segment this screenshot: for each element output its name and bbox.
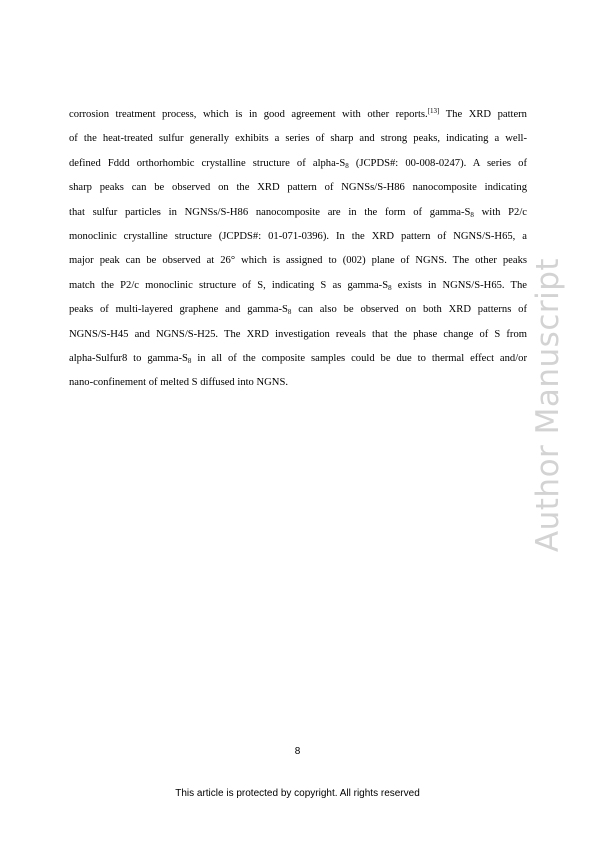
subscript: 8 xyxy=(187,356,192,365)
text-line-8: match the P2/c monoclinic structure of S, indicating S as gamma-$S_8$ exists in NGNS/S-H65. The xyxy=(69,279,528,292)
text-line-7: major peak can be observed at 26° which is assigned to (002) plane of NGNS. The other peaks xyxy=(69,255,527,267)
text-line-1: corrosion treatment process, which is in good agreement with other reports.[13] The XRD pattern xyxy=(69,107,527,120)
body-paragraph xyxy=(69,103,527,396)
text-line-9: peaks of multi-layered graphene and gamma-$S_8$ can also be observed on both XRD patterns of xyxy=(69,304,527,317)
text-line-4: sharp peaks can be observed on the XRD pattern of NGNSs/S-H86 nanocomposite indicating xyxy=(69,182,527,194)
copyright-footer: This article is protected by copyright. All rights reserved xyxy=(175,788,420,799)
text-line-5: that sulfur particles in NGNSs/S-H86 nanocomposite are in the form of gamma-$S_8$ with P2/c xyxy=(69,206,527,219)
subscript: 8 xyxy=(388,283,392,292)
page-number: 8 xyxy=(294,746,301,757)
citation-superscript: [13] xyxy=(427,107,440,115)
text-line-6: monoclinic crystalline structure (JCPDS#: 01-071-0396). In the XRD pattern of NGNS/S-H65, a xyxy=(69,230,527,242)
author-manuscript-watermark: Author Manuscript xyxy=(530,257,566,553)
text-line-2: of the heat-treated sulfur generally exhibits a series of sharp and strong peaks, indicating a well- xyxy=(69,133,527,145)
subscript: 8 xyxy=(470,210,474,219)
subscript: 8 xyxy=(345,161,349,170)
text-line-12: nano-confinement of melted S diffused into NGNS. xyxy=(69,377,288,389)
text-line-11: alpha-Sulfur8 to gamma-$S_8$ in all of the composite samples could be due to thermal effect and/or xyxy=(69,352,527,365)
subscript: 8 xyxy=(287,308,292,317)
text-line-3: defined Fddd orthorhombic crystalline structure of alpha-$S_8$ (JCPDS#: 00-008-0247). A series of xyxy=(69,157,527,170)
text-line-10: NGNS/S-H45 and NGNS/S-H25. The XRD investigation reveals that the phase change of S from xyxy=(69,328,527,340)
